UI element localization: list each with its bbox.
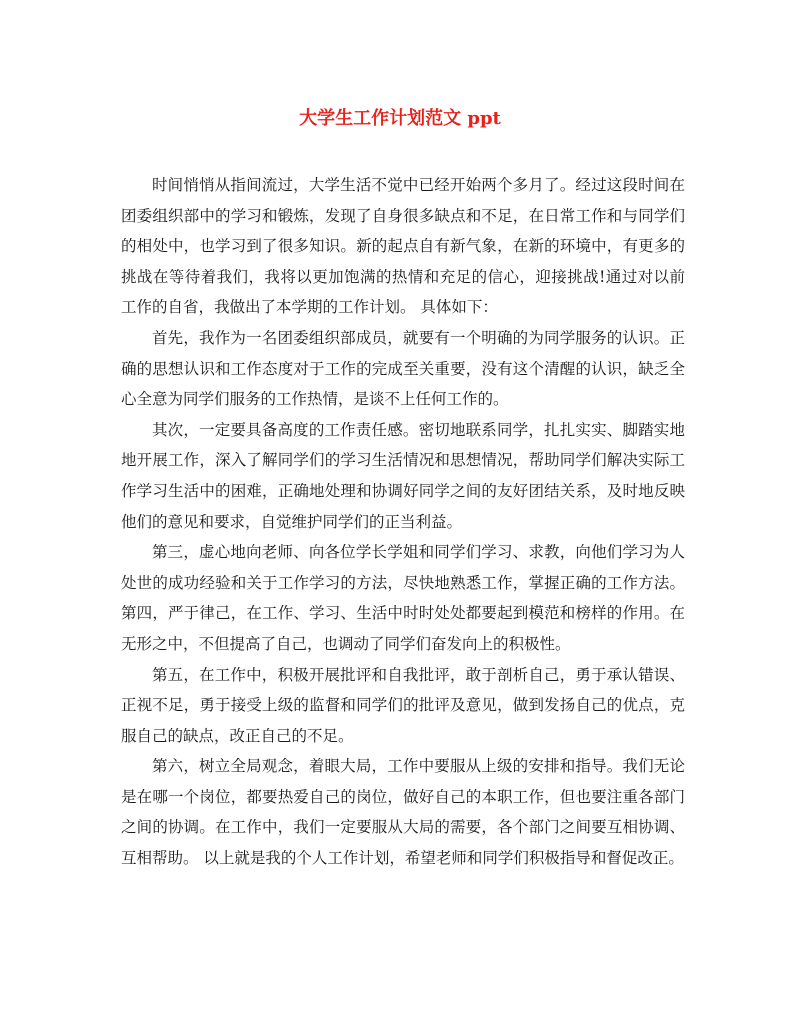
paragraph: 第五，在工作中，积极开展批评和自我批评，敢于剖析自己，勇于承认错误、正视不足，勇于接受上级的监督和同学们的批评及意见，做到发扬自己的优点，克服自己的缺点，改正自己的不足。 [121,665,685,745]
paragraph: 其次，一定要具备高度的工作责任感。密切地联系同学，扎扎实实、脚踏实地地开展工作，深入了解同学们的学习生活情况和思想情况，帮助同学们解决实际工作学习生活中的困难，正确地处理和协调好同学之间的友好团结关系，及时地反映他们的意见和要求，自觉维护同学们的正当利益。 [121,420,685,531]
paragraph: 第三，虚心地向老师、向各位学长学姐和同学们学习、求教，向他们学习为人处世的成功经验和关于工作学习的方法，尽快地熟悉工作，掌握正确的工作方法。 第四，严于律己，在工作、学习、生活中时时处处都要起到模范和榜样的作用。在无形之中，不但提高了自己，也调动了同学们奋发向上的积极性。 [121,543,685,653]
document-body [121,170,685,874]
paragraph: 第六，树立全局观念，着眼大局，工作中要服从上级的安排和指导。我们无论是在哪一个岗位，都要热爱自己的岗位，做好自己的本职工作，但也要注重各部门之间的协调。在工作中，我们一定要服从大局的需要，各个部门之间要互相协调、互相帮助。 以上就是我的个人工作计划，希望老师和同学们积极指导和督促改正。 [121,757,685,868]
document-title: 大学生工作计划范文 ppt [299,108,501,129]
paragraph: 首先，我作为一名团委组织部成员，就要有一个明确的为同学服务的认识。正确的思想认识和工作态度对于工作的完成至关重要，没有这个清醒的认识，缺乏全心全意为同学们服务的工作热情，是谈不上任何工作的。 [121,328,685,409]
paragraph: 时间悄悄从指间流过，大学生活不觉中已经开始两个多月了。经过这段时间在团委组织部中的学习和锻炼，发现了自身很多缺点和不足，在日常工作和与同学们的相处中，也学习到了很多知识。新的起点自有新气象，在新的环境中，有更多的挑战在等待着我们，我将以更加饱满的热情和充足的信心，迎接挑战!通过对以前工作的自省，我做出了本学期的工作计划。 具体如下： [121,176,685,317]
